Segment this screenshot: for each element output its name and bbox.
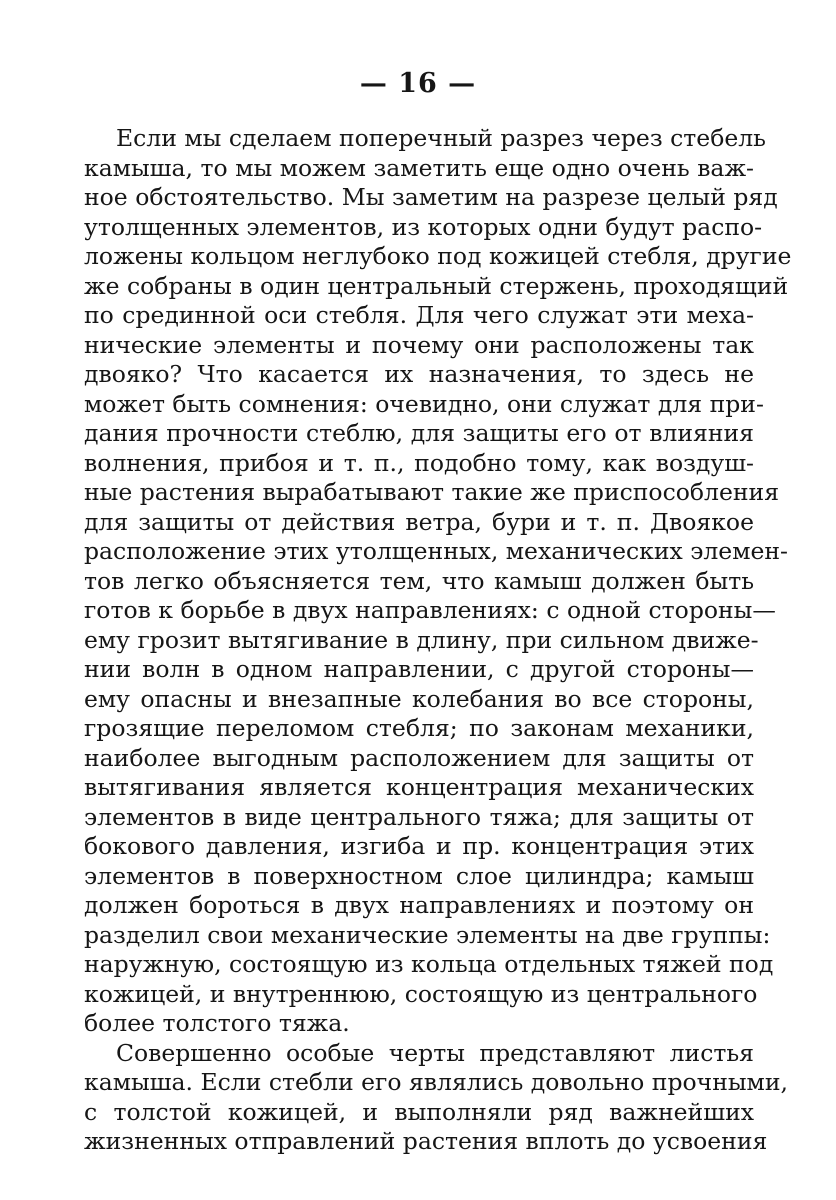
text-line: более толстого тяжа.: [84, 1009, 350, 1037]
text-line: Совершенно особые черты представляют листья: [116, 1038, 754, 1067]
text-line: нические элементы и почему они расположены так: [84, 330, 754, 359]
text-line: Если мы сделаем поперечный разрез через стебель: [116, 124, 766, 152]
body-text: [84, 124, 792, 1157]
text-line: наиболее выгодным расположением для защиты от: [84, 743, 754, 772]
text-line: по срединной оси стебля. Для чего служат эти меха-: [84, 301, 754, 329]
text-line: камыша, то мы можем заметить еще одно очень важ-: [84, 153, 754, 182]
text-line: наружную, состоящую из кольца отдельных тяжей под: [84, 950, 774, 978]
text-line: вытягивания является концентрация механических: [84, 773, 754, 801]
text-line: тов легко объясняется тем, что камыш должен быть: [84, 566, 754, 595]
text-line: двояко? Что касается их назначения, то здесь не: [84, 360, 754, 388]
text-line: ему грозит вытягивание в длину, при сильном движе-: [84, 625, 759, 654]
text-line: элементов в виде центрального тяжа; для защиты от: [84, 802, 754, 831]
text-line: кожицей, и внутреннюю, состоящую из центрального: [84, 979, 758, 1008]
text-line: жизненных отправлений растения вплоть до усвоения: [84, 1127, 768, 1155]
text-line: же собраны в один центральный стержень, проходящий: [84, 271, 789, 300]
text-line: грозящие переломом стебля; по законам механики,: [84, 714, 754, 742]
text-line: элементов в поверхностном слое цилиндра; камыш: [84, 861, 754, 890]
text-line: камыша. Если стебли его являлись довольно прочными,: [84, 1068, 788, 1096]
text-line: ложены кольцом неглубоко под кожицей стебля, другие: [84, 242, 792, 270]
text-line: готов к борьбе в двух направлениях: с одной стороны—: [84, 596, 776, 624]
text-line: утолщенных элементов, из которых одни будут распо-: [84, 212, 763, 241]
text-line: должен бороться в двух направлениях и поэтому он: [84, 891, 754, 919]
text-line: ные растения вырабатывают такие же приспособления: [84, 478, 780, 506]
text-line: может быть сомнения: очевидно, они служат для при-: [84, 389, 764, 418]
text-line: разделил свои механические элементы на две группы:: [84, 920, 771, 949]
text-line: дания прочности стеблю, для защиты его от влияния: [84, 419, 754, 447]
text-line: бокового давления, изгиба и пр. концентрация этих: [84, 832, 754, 860]
text-line: для защиты от действия ветра, бури и т. п. Двоякое: [84, 507, 754, 536]
page-number: — 16 —: [359, 68, 477, 99]
text-line: ему опасны и внезапные колебания во все стороны,: [84, 684, 754, 713]
text-line: волнения, прибоя и т. п., подобно тому, как воздуш-: [84, 448, 754, 477]
text-line: нии волн в одном направлении, с другой стороны—: [84, 655, 754, 683]
text-line: с толстой кожицей, и выполняли ряд важнейших: [84, 1097, 754, 1126]
text-line: расположение этих утолщенных, механических элемен-: [84, 537, 789, 565]
text-line: ное обстоятельство. Мы заметим на разрезе целый ряд: [84, 183, 778, 211]
